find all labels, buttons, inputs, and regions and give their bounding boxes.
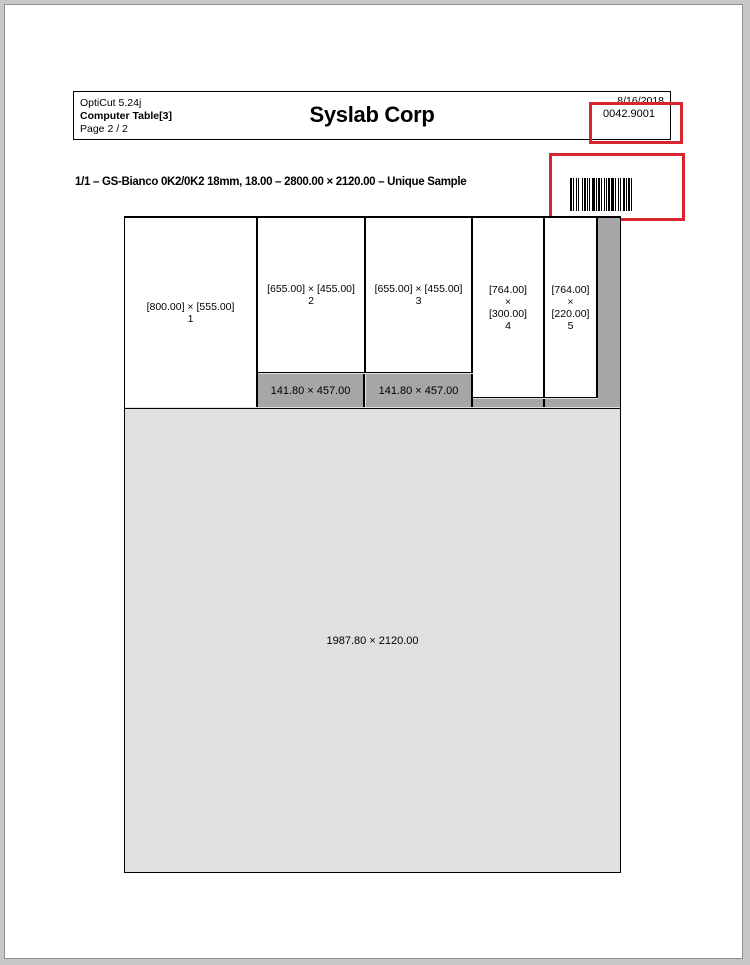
remainder-label: 1987.80 × 2120.00 xyxy=(326,635,419,647)
remainder-piece xyxy=(125,408,620,873)
part-2-number: 2 xyxy=(308,295,314,307)
scrap-2-label: 141.80 × 457.00 xyxy=(378,384,459,397)
page-number: Page 2 / 2 xyxy=(80,123,128,135)
highlight-box-barcode xyxy=(549,153,685,221)
report-code: 0042.9001 xyxy=(603,108,655,120)
part-2-size: [655.00] × [455.00] xyxy=(267,283,355,295)
part-5-width: [764.00] xyxy=(551,283,590,296)
scrap-2 xyxy=(366,374,473,407)
highlight-box-code xyxy=(589,102,683,144)
part-5-number: 5 xyxy=(567,319,574,332)
scrap-4 xyxy=(545,399,598,407)
part-4 xyxy=(473,218,545,398)
cutting-board xyxy=(124,216,621,873)
part-2 xyxy=(258,218,366,373)
part-3 xyxy=(366,218,473,373)
part-5-height: [220.00] xyxy=(551,307,590,320)
scrap-1 xyxy=(258,374,365,407)
part-5 xyxy=(545,218,598,398)
part-4-height: [300.00] xyxy=(489,307,527,320)
table-name: Computer Table[3] xyxy=(80,110,172,122)
part-1-number: 1 xyxy=(187,312,194,325)
scrap-1-label: 141.80 × 457.00 xyxy=(270,384,351,397)
part-4-width: [764.00] xyxy=(489,283,527,296)
part-1-size: [800.00] × [555.00] xyxy=(146,300,235,313)
company-name: Syslab Corp xyxy=(309,102,435,127)
scrap-strip-right xyxy=(598,218,620,407)
sheet-title: 1/1 – GS-Bianco 0K2/0K2 18mm, 18.00 – 2800.00 × 2120.00 – Unique Sample xyxy=(75,176,467,188)
report-header xyxy=(73,91,671,140)
part-3-size: [655.00] × [455.00] xyxy=(374,283,463,295)
scrap-3 xyxy=(473,399,545,407)
report-date: 8/16/2018 xyxy=(617,95,664,107)
part-4-times: × xyxy=(504,295,512,308)
part-4-number: 4 xyxy=(505,319,511,332)
part-1 xyxy=(125,218,258,407)
app-version: OptiCut 5.24j xyxy=(80,97,142,109)
part-5-times: × xyxy=(567,295,574,308)
part-3-number: 3 xyxy=(415,295,422,307)
